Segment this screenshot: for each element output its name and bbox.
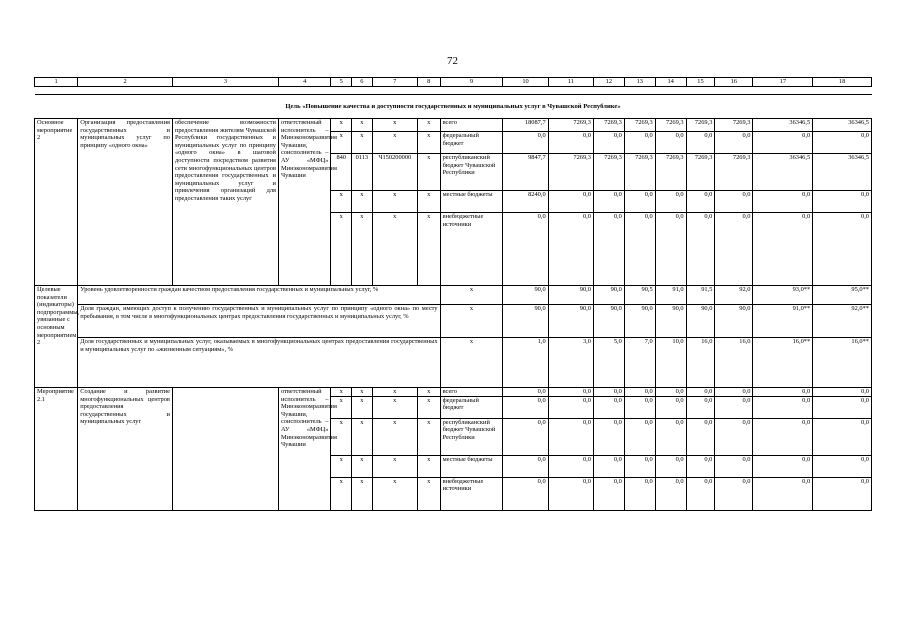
funding-value: 0,0: [753, 191, 813, 213]
funding-value: 0,0: [715, 418, 753, 455]
funding-source: республиканский бюджет Чувашской Республики: [440, 418, 503, 455]
funding-value: 7269,3: [548, 154, 593, 191]
column-number: 11: [548, 78, 593, 87]
funding-value: 0,0: [503, 388, 548, 397]
budget-code-c8: x: [417, 119, 440, 132]
funding-source: местные бюджеты: [440, 455, 503, 477]
funding-value: 0,0: [655, 477, 686, 510]
funding-value: 0,0: [503, 477, 548, 510]
funding-value: 0,0: [624, 388, 655, 397]
budget-code-c6: 0113: [352, 154, 373, 191]
indicator-value: 91,0**: [753, 305, 813, 338]
indicator-value: 92,0**: [813, 305, 872, 338]
funding-value: 0,0: [548, 477, 593, 510]
funding-value: 0,0: [813, 455, 872, 477]
budget-code-c7: x: [372, 396, 417, 418]
budget-code-c8: x: [417, 477, 440, 510]
column-number: 16: [715, 78, 753, 87]
event-name: Создание и развитие многофункциональных центров предоставления государственных и муниципальных услуг: [78, 388, 173, 511]
column-number: 12: [593, 78, 624, 87]
funding-value: 0,0: [624, 132, 655, 154]
budget-code-c8: x: [417, 132, 440, 154]
funding-value: 0,0: [686, 477, 715, 510]
budget-code-c8: x: [417, 154, 440, 191]
funding-value: 0,0: [503, 396, 548, 418]
budget-code-c7: x: [372, 477, 417, 510]
funding-value: 7269,3: [548, 119, 593, 132]
funding-value: 0,0: [503, 418, 548, 455]
funding-value: 0,0: [813, 477, 872, 510]
indicator-x: x: [440, 338, 503, 388]
funding-value: 0,0: [624, 477, 655, 510]
budget-code-c5: x: [331, 132, 352, 154]
budget-code-c6: x: [352, 396, 373, 418]
funding-source: внебюджетные источники: [440, 213, 503, 286]
indicator-row: [35, 286, 872, 305]
funding-value: 0,0: [813, 191, 872, 213]
funding-value: 7269,3: [624, 119, 655, 132]
indicator-value: 90,0: [624, 305, 655, 338]
column-number: 14: [655, 78, 686, 87]
funding-value: 0,0: [813, 396, 872, 418]
column-number: 1: [35, 78, 78, 87]
funding-value: 0,0: [624, 191, 655, 213]
budget-code-c8: x: [417, 213, 440, 286]
funding-value: 0,0: [655, 132, 686, 154]
funding-source: федеральный бюджет: [440, 396, 503, 418]
funding-value: 0,0: [715, 396, 753, 418]
indicator-value: 93,0**: [753, 286, 813, 305]
funding-value: 0,0: [503, 132, 548, 154]
event-status: Мероприятие 2.1: [35, 388, 78, 511]
funding-value: 0,0: [593, 191, 624, 213]
budget-code-c7: x: [372, 388, 417, 397]
funding-value: 0,0: [715, 213, 753, 286]
funding-value: 36346,5: [813, 154, 872, 191]
funding-value: 7269,3: [593, 154, 624, 191]
column-number: 2: [78, 78, 173, 87]
funding-value: 0,0: [593, 213, 624, 286]
funding-value: 0,0: [686, 396, 715, 418]
column-number: 7: [372, 78, 417, 87]
indicators-label: Целевые показатели (индикаторы) подпрограммы, увязанные с основным мероприятием 2: [35, 286, 78, 388]
column-number: 3: [172, 78, 278, 87]
indicator-value: 10,0: [655, 338, 686, 388]
indicator-value: 90,0: [548, 305, 593, 338]
funding-value: 0,0: [813, 132, 872, 154]
indicator-value: 16,0: [686, 338, 715, 388]
funding-value: 0,0: [715, 477, 753, 510]
funding-value: 0,0: [655, 418, 686, 455]
funding-value: 0,0: [593, 418, 624, 455]
funding-value: 0,0: [548, 191, 593, 213]
budget-code-c6: x: [352, 213, 373, 286]
budget-code-c5: x: [331, 191, 352, 213]
funding-value: 0,0: [686, 418, 715, 455]
budget-code-c7: x: [372, 119, 417, 132]
funding-value: 0,0: [686, 213, 715, 286]
column-number: 6: [352, 78, 373, 87]
funding-value: 0,0: [753, 418, 813, 455]
funding-value: 0,0: [624, 418, 655, 455]
column-number: 5: [331, 78, 352, 87]
funding-value: 9847,7: [503, 154, 548, 191]
funding-value: 0,0: [503, 213, 548, 286]
funding-value: 0,0: [686, 455, 715, 477]
budget-code-c5: 840: [331, 154, 352, 191]
funding-value: 7269,3: [715, 154, 753, 191]
budget-code-c7: x: [372, 213, 417, 286]
indicator-value: 95,0**: [813, 286, 872, 305]
funding-value: 0,0: [655, 396, 686, 418]
budget-code-c5: x: [331, 477, 352, 510]
budget-code-c5: x: [331, 119, 352, 132]
budget-code-c6: x: [352, 132, 373, 154]
funding-source: федеральный бюджет: [440, 132, 503, 154]
spacer-row: [35, 87, 872, 95]
budget-code-c7: Ч150200000: [372, 154, 417, 191]
indicator-value: 1,0: [503, 338, 548, 388]
event_2_1-row: [35, 388, 872, 397]
funding-value: 0,0: [715, 388, 753, 397]
funding-value: 0,0: [813, 213, 872, 286]
column-number: 8: [417, 78, 440, 87]
funding-value: 0,0: [624, 396, 655, 418]
column-number: 18: [813, 78, 872, 87]
indicator-row: [35, 305, 872, 338]
funding-source: местные бюджеты: [440, 191, 503, 213]
funding-value: 0,0: [624, 213, 655, 286]
budget-code-c5: x: [331, 455, 352, 477]
funding-value: 0,0: [686, 191, 715, 213]
column-number: 17: [753, 78, 813, 87]
budget-code-c5: x: [331, 388, 352, 397]
funding-value: 0,0: [686, 132, 715, 154]
table-body: [35, 78, 872, 511]
funding-value: 0,0: [655, 455, 686, 477]
budget-code-c7: x: [372, 132, 417, 154]
budget-code-c6: x: [352, 455, 373, 477]
funding-source: республиканский бюджет Чувашской Республики: [440, 154, 503, 191]
funding-value: 7269,3: [655, 154, 686, 191]
indicator-value: 90,0: [655, 305, 686, 338]
funding-value: 0,0: [715, 455, 753, 477]
event-task: обеспечение возможности предоставления жителям Чувашской Республики государственных и муниципальных услуг по принципу «одного окна» в шаговой доступности посредством развития сети многофункциональных центров предоставления государственных и муниципальных услуг и привлечения организаций для предоставления таких услуг: [172, 119, 278, 286]
funding-value: 7269,3: [624, 154, 655, 191]
funding-value: 0,0: [813, 388, 872, 397]
indicator-value: 90,0: [503, 305, 548, 338]
funding-value: 0,0: [813, 418, 872, 455]
budget-code-c8: x: [417, 388, 440, 397]
funding-source: внебюджетные источники: [440, 477, 503, 510]
funding-value: 0,0: [593, 455, 624, 477]
funding-value: 0,0: [753, 396, 813, 418]
funding-value: 7269,3: [715, 119, 753, 132]
indicator-value: 90,5: [624, 286, 655, 305]
event-name: Организация предоставления государственных и муниципальных услуг по принципу «одного окна»: [78, 119, 173, 286]
funding-value: 0,0: [503, 455, 548, 477]
funding-value: 7269,3: [655, 119, 686, 132]
funding-source: всего: [440, 388, 503, 397]
funding-value: 36346,5: [753, 119, 813, 132]
funding-value: 0,0: [548, 388, 593, 397]
funding-value: 0,0: [593, 388, 624, 397]
funding-value: 0,0: [548, 396, 593, 418]
budget-code-c7: x: [372, 191, 417, 213]
funding-value: 0,0: [753, 477, 813, 510]
indicator-value: 16,0**: [753, 338, 813, 388]
indicator-value: 3,0: [548, 338, 593, 388]
funding-value: 0,0: [593, 132, 624, 154]
budget-code-c5: x: [331, 396, 352, 418]
column-number-row: [35, 78, 872, 87]
indicator-row: [35, 338, 872, 388]
column-number: 15: [686, 78, 715, 87]
budget-code-c5: x: [331, 418, 352, 455]
funding-value: 7269,3: [686, 119, 715, 132]
indicator-value: 90,0: [593, 305, 624, 338]
column-number: 9: [440, 78, 503, 87]
indicator-text: Доля государственных и муниципальных услуг, оказываемых в многофункциональных центрах предоставления государственных и муниципальных услуг по «жизненным ситуациям», %: [78, 338, 440, 388]
funding-value: 0,0: [593, 477, 624, 510]
funding-value: 0,0: [753, 455, 813, 477]
indicator-value: 16,0**: [813, 338, 872, 388]
funding-value: 0,0: [753, 132, 813, 154]
budget-code-c8: x: [417, 191, 440, 213]
budget-code-c7: x: [372, 418, 417, 455]
indicator-value: 90,0: [548, 286, 593, 305]
budget-code-c6: x: [352, 477, 373, 510]
funding-value: 0,0: [686, 388, 715, 397]
budget-code-c6: x: [352, 388, 373, 397]
funding-value: 0,0: [548, 213, 593, 286]
funding-value: 18087,7: [503, 119, 548, 132]
indicator-value: 7,0: [624, 338, 655, 388]
funding-value: 36346,5: [813, 119, 872, 132]
budget-code-c6: x: [352, 119, 373, 132]
indicator-value: 90,0: [686, 305, 715, 338]
funding-value: 0,0: [655, 191, 686, 213]
event-executor: ответственный исполнитель – Минэкономразвития Чувашии, соисполнитель – АУ «МФЦ» Минэкономразвития Чувашии: [278, 388, 331, 511]
budget-code-c5: x: [331, 213, 352, 286]
budget-code-c6: x: [352, 418, 373, 455]
indicator-value: 91,0: [655, 286, 686, 305]
funding-value: 0,0: [715, 132, 753, 154]
column-number: 10: [503, 78, 548, 87]
event-status: Основное мероприятие 2: [35, 119, 78, 286]
event-task: [172, 388, 278, 511]
budget-code-c7: x: [372, 455, 417, 477]
funding-value: 0,0: [548, 418, 593, 455]
budget-code-c8: x: [417, 396, 440, 418]
funding-value: 7269,3: [593, 119, 624, 132]
funding-value: 0,0: [753, 213, 813, 286]
indicator-x: x: [440, 286, 503, 305]
funding-value: 0,0: [624, 455, 655, 477]
goal-row: [35, 95, 872, 119]
funding-value: 36346,5: [753, 154, 813, 191]
main_event-row: [35, 119, 872, 132]
page-number: 72: [447, 55, 458, 67]
indicator-value: 90,0: [503, 286, 548, 305]
indicator-value: 92,0: [715, 286, 753, 305]
funding-value: 0,0: [548, 132, 593, 154]
indicator-value: 5,0: [593, 338, 624, 388]
funding-value: 0,0: [753, 388, 813, 397]
funding-value: 7269,3: [686, 154, 715, 191]
indicator-text: Уровень удовлетворенности граждан качеством предоставления государственных и муниципальных услуг, %: [78, 286, 440, 305]
indicator-value: 90,0: [593, 286, 624, 305]
indicator-value: 90,0: [715, 305, 753, 338]
column-number: 4: [278, 78, 331, 87]
column-number: 13: [624, 78, 655, 87]
funding-value: 0,0: [715, 191, 753, 213]
budget-code-c6: x: [352, 191, 373, 213]
program-table: [34, 77, 872, 511]
funding-source: всего: [440, 119, 503, 132]
indicator-text: Доля граждан, имеющих доступ к получению государственных и муниципальных услуг по принципу «одного окна» по месту пребывания, в том числе в многофункциональных центрах предоставления государственных и муниципальных услуг, %: [78, 305, 440, 338]
indicator-value: 16,0: [715, 338, 753, 388]
budget-code-c8: x: [417, 418, 440, 455]
goal-title: Цель «Повышение качества и доступности государственных и муниципальных услуг в Чувашской Республике»: [35, 95, 872, 119]
funding-value: 0,0: [593, 396, 624, 418]
event-executor: ответственный исполнитель – Минэкономразвития Чувашии, соисполнитель – АУ «МФЦ» Минэкономразвития Чувашии: [278, 119, 331, 286]
funding-value: 0,0: [655, 388, 686, 397]
funding-value: 8240,0: [503, 191, 548, 213]
funding-value: 0,0: [548, 455, 593, 477]
indicator-value: 91,5: [686, 286, 715, 305]
budget-code-c8: x: [417, 455, 440, 477]
indicator-x: x: [440, 305, 503, 338]
funding-value: 0,0: [655, 213, 686, 286]
